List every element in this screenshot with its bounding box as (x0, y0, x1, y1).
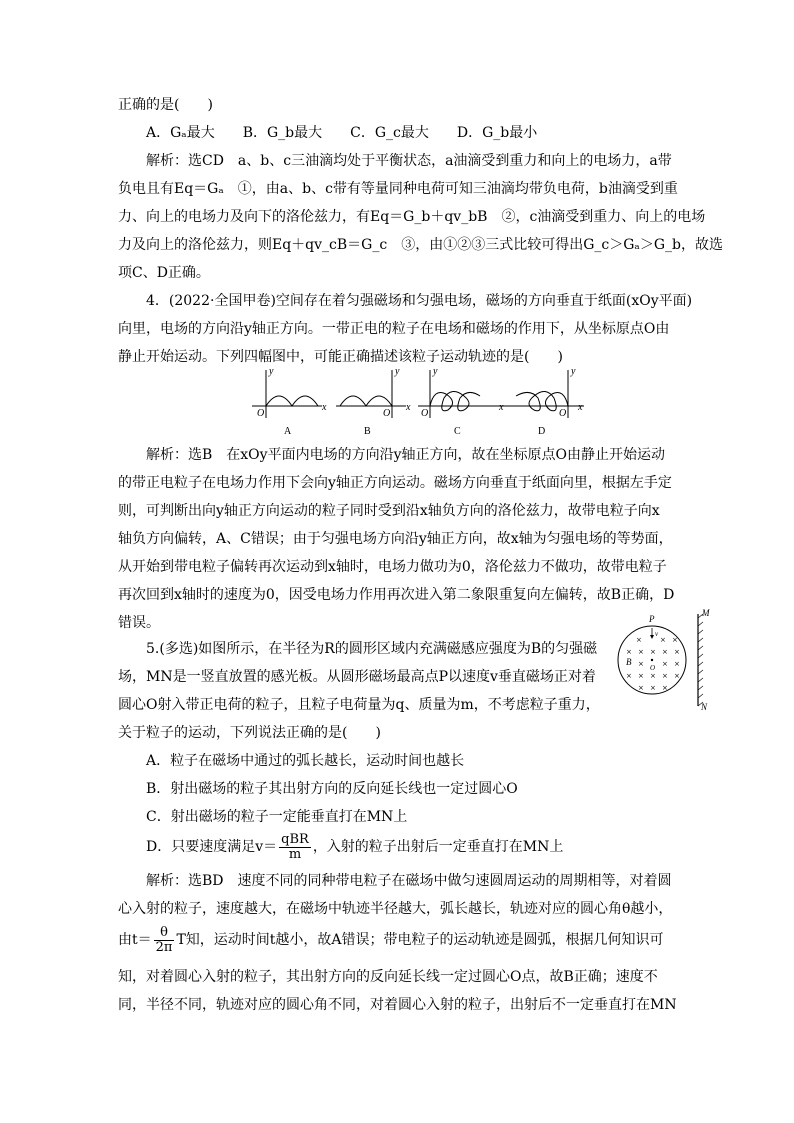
svg-text:×: × (662, 684, 668, 692)
fig-label-c: C (454, 426, 461, 437)
label-m: M (702, 608, 710, 618)
svg-text:×: × (638, 684, 644, 692)
fig-d-y-label: y (571, 366, 576, 377)
fig-c-x-label: x (499, 402, 504, 413)
velocity-arrowhead (650, 635, 654, 639)
svg-text:×: × (662, 660, 668, 668)
frac-denominator: 2π (155, 939, 173, 955)
q5-solution-line-2: 心入射的粒子，速度越大，在磁场中轨迹半径越大，弧长越长，轨迹对应的圆心角θ越小， (118, 901, 673, 917)
svg-text:×: × (674, 672, 680, 680)
q4-solution-line-1: 解析：选B 在xOy平面内电场的方向沿y轴正方向，故在坐标原点O由静止开始运动 (146, 447, 665, 463)
svg-text:×: × (638, 660, 644, 668)
label-v: v (655, 630, 659, 638)
q5-solution-fraction (154, 926, 175, 955)
q3-solution-line-2: 负电且有Eq＝Gₐ ①，由a、b、c带有等量同种电荷可知三油滴均带负电荷，b油滴受到重 (118, 181, 678, 197)
q5-solution-line-4: 知，对着圆心入射的粒子，其出射方向的反向延长线一定过圆心O点，故B正确；速度不 (118, 969, 658, 985)
q4-solution-line-3: 则，可判断出向y轴正方向运动的粒子同时受到沿x轴负方向的洛伦兹力，故带电粒子向x (118, 503, 660, 519)
q5-solution-3-prefix: 由t＝ (118, 932, 152, 948)
q4-solution-line-6: 再次回到x轴时的速度为0，因受电场力作用再次进入第二象限重复向左偏转，故B正确，D (118, 587, 675, 603)
q5-option-c: C．射出磁场的粒子一定能垂直打在MN上 (146, 809, 408, 825)
q5-option-d-suffix: ，入射的粒子出射后一定垂直打在MN上 (312, 839, 564, 855)
q3-solution-line-5: 项C、D正确。 (118, 265, 210, 281)
svg-text:×: × (636, 636, 642, 644)
svg-text:×: × (626, 672, 632, 680)
svg-text:×: × (650, 672, 656, 680)
q4-stem-line-1: 4．(2022·全国甲卷)空间存在着匀强磁场和匀强电场，磁场的方向垂直于纸面(xOy平面) (146, 293, 693, 309)
q5-stem-line-2: 场，MN是一竖直放置的感光板。从圆形磁场最高点P以速度v垂直磁场正对着 (118, 669, 596, 685)
q5-option-a: A．粒子在磁场中通过的弧长越长，运动时间也越长 (146, 753, 465, 769)
q5-solution-line-5: 同，半径不同，轨迹对应的圆心角不同，对着圆心入射的粒子，出射后不一定垂直打在MN (118, 997, 677, 1013)
q4-stem-line-2: 向里，电场的方向沿y轴正方向。一带正电的粒子在电场和磁场的作用下，从坐标原点O由 (118, 321, 670, 337)
svg-text:×: × (638, 648, 644, 656)
q4-solution-line-7: 错误。 (118, 615, 160, 631)
svg-text:×: × (650, 648, 656, 656)
q4-solution-line-2: 的带正电粒子在电场力作用下会向y轴正方向运动。磁场方向垂直于纸面向里，根据左手定 (118, 475, 672, 491)
fig-b-x-label: x (406, 402, 411, 413)
q3-solution-line-3: 力、向上的电场力及向下的洛伦兹力，有Eq＝G_b＋qv_bB ②，c油滴受到重力、向上的电场 (118, 209, 706, 225)
q5-stem-line-1: 5.(多选)如图所示，在半径为R的圆形区域内充满磁感应强度为B的匀强磁 (146, 641, 598, 657)
q4-stem-line-3: 静止开始运动。下列四幅图中，可能正确描述该粒子运动轨迹的是( ) (118, 349, 563, 365)
q3-options: A．Gₐ最大 B．G_b最大 C．G_c最大 D．G_b最小 (146, 125, 538, 141)
q5-stem-line-3: 圆心O射入带正电荷的粒子，且粒子电荷量为q、质量为m，不考虑粒子重力， (118, 697, 600, 713)
fig-a-x-label: x (322, 402, 327, 413)
q5-solution-line-3 (118, 924, 680, 956)
q4-solution-line-5: 从开始到带电粒子偏转再次运动到x轴时，电场力做功为0，洛伦兹力不做功，故带电粒子 (118, 559, 667, 575)
fig-label-d: D (538, 426, 546, 437)
label-n: N (701, 702, 708, 712)
q5-solution-3-suffix: T知，运动时间t越小，故A错误；带电粒子的运动轨迹是圆弧，根据几何知识可 (176, 932, 664, 948)
plate-hatching (698, 614, 703, 706)
q5-option-d-prefix: D．只要速度满足v＝ (146, 839, 278, 855)
fig-b-y-label: y (395, 366, 400, 377)
label-b: B (626, 657, 632, 667)
svg-text:×: × (650, 684, 656, 692)
q3-solution-line-1: 解析：选CD a、b、c三油滴均处于平衡状态，a油滴受到重力和向上的电场力，a带 (146, 153, 672, 169)
svg-text:×: × (660, 636, 666, 644)
fig-d-origin: O (559, 408, 567, 419)
label-p: P (649, 614, 655, 624)
q4-solution-line-4: 轴负方向偏转，A、C错误；由于匀强电场方向沿y轴正方向，故x轴为匀强电场的等势面， (118, 531, 673, 547)
svg-text:×: × (662, 648, 668, 656)
q5-option-d (146, 832, 680, 862)
center-dot (651, 659, 653, 661)
q3-solution-line-4: 力及向上的洛伦兹力，则Eq＋qv_cB＝G_c ③，由①②③三式比较可得出G_c＞Gₐ＞G_b，故选 (118, 237, 723, 253)
q5-option-d-fraction (279, 833, 311, 862)
q5-stem-line-4: 关于粒子的运动，下列说法正确的是( ) (118, 725, 381, 741)
q5-solution-line-1: 解析：选BD 速度不同的同种带电粒子在磁场中做匀速圆周运动的周期相等，对着圆 (146, 873, 672, 889)
fig-b-trajectory (340, 396, 392, 406)
fig-d-x-label: x (578, 402, 583, 413)
fig-a-trajectory (266, 396, 318, 406)
fig-label-a: A (284, 426, 292, 437)
svg-text:×: × (674, 660, 680, 668)
q3-line-1: 正确的是( ) (118, 97, 213, 113)
q5-option-b: B．射出磁场的粒子其出射方向的反向延长线也一定过圆心O (146, 781, 518, 797)
svg-text:×: × (662, 672, 668, 680)
frac-numerator: qBR (281, 831, 309, 847)
label-o: O (650, 664, 656, 672)
svg-text:×: × (626, 648, 632, 656)
fig-c-y-label: y (433, 366, 438, 377)
frac-numerator: θ (154, 926, 175, 941)
fig-c-origin: O (421, 408, 429, 419)
q4-trajectory-figure (248, 362, 588, 438)
fig-label-b: B (364, 426, 371, 437)
svg-text:×: × (674, 648, 680, 656)
fig-a-y-label: y (269, 366, 274, 377)
q5-magnetic-field-figure (610, 608, 710, 712)
fig-b-origin: O (383, 408, 391, 419)
fig-c-trajectory (430, 391, 480, 410)
fig-a-origin: O (257, 408, 265, 419)
svg-text:×: × (638, 672, 644, 680)
svg-text:×: × (672, 636, 678, 644)
frac-denominator: m (288, 846, 302, 862)
